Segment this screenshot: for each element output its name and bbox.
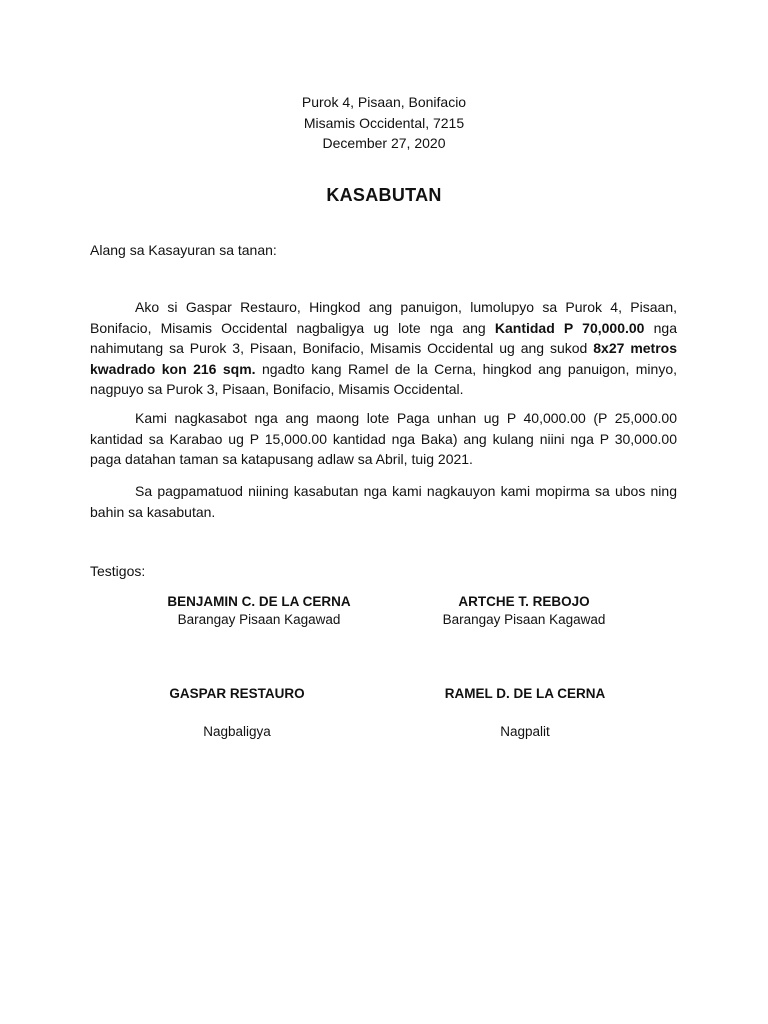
witness-1-name: BENJAMIN C. DE LA CERNA: [167, 594, 351, 609]
witness-label: Testigos:: [90, 563, 146, 579]
buyer-role: Nagpalit: [500, 724, 550, 739]
address-line-2: Misamis Occidental, 7215: [303, 114, 465, 131]
paragraph-1-text-b: nga nahimutang sa Purok 3, Pisaan, Bonifacio, Misamis Occidental ug ang sukod: [90, 319, 677, 357]
seller-role: Nagbaligya: [203, 724, 271, 739]
salutation: Alang sa Kasayuran sa tanan:: [90, 242, 277, 258]
buyer-name: RAMEL D. DE LA CERNA: [444, 686, 606, 701]
document-date: December 27, 2020: [322, 135, 446, 151]
witness-1-signature-block: [139, 594, 379, 627]
paragraph-1-text-a: Ako si Gaspar Restauro, Hingkod ang panuigon, lumolupyo sa Purok 4, Pisaan, Bonifacio, Misamis Occidental nagbaligya ug lote nga ang: [90, 299, 677, 336]
seller-signature-block: [117, 686, 357, 739]
paragraph-3: Sa pagpamatuod niining kasabutan nga kami nagkauyon kami mopirma sa ubos ning bahin sa kasabutan.: [90, 483, 677, 520]
witness-2-name: ARTCHE T. REBOJO: [458, 594, 590, 609]
address-block: [0, 92, 768, 154]
paragraph-1-price: Kantidad P 70,000.00: [494, 319, 645, 336]
address-line-1: Purok 4, Pisaan, Bonifacio: [301, 94, 467, 110]
paragraph-1-text-c: ngadto kang Ramel de la Cerna, hingkod ang panuigon, minyo, nagpuyo sa Purok 3, Pisaan, Bonifacio, Misamis Occidental.: [90, 360, 678, 398]
witness-1-role: Barangay Pisaan Kagawad: [177, 612, 341, 627]
paragraph-1-lot-size: 8x27 metros kwadrado kon 216 sqm.: [90, 340, 677, 377]
witness-2-signature-block: [404, 594, 644, 627]
seller-name: GASPAR RESTAURO: [169, 686, 305, 701]
paragraph-2: Kami nagkasabot nga ang maong lote Paga unhan ug P 40,000.00 (P 25,000.00 kantidad sa Karabao ug P 15,000.00 kantidad nga Baka) ang kulang niini nga P 30,000.00 paga datahan taman sa katapusang adlaw sa Abril, tuig 2021.: [90, 410, 677, 468]
buyer-signature-block: [405, 686, 645, 739]
document-title: KASABUTAN: [326, 185, 442, 205]
paragraph-1: [90, 297, 677, 400]
witness-2-role: Barangay Pisaan Kagawad: [442, 612, 606, 627]
